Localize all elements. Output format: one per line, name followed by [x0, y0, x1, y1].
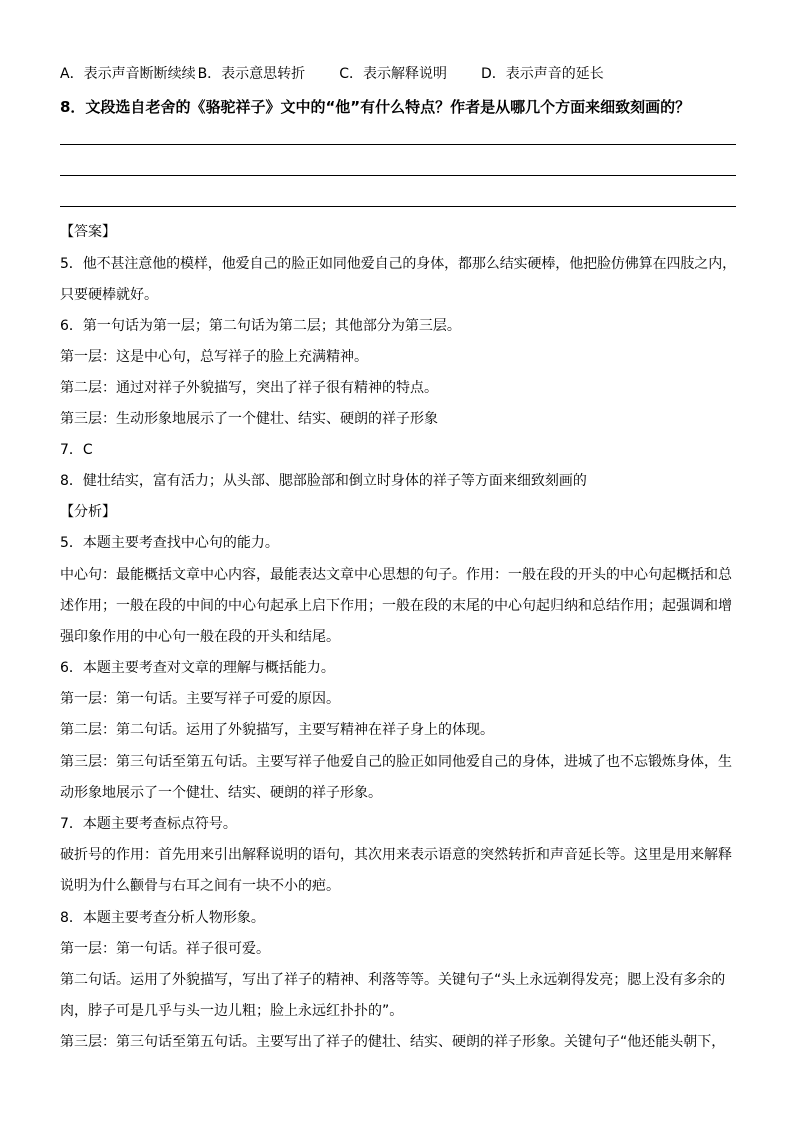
question-8: 8．文段选自老舍的《骆驼祥子》文中的“他”有什么特点？作者是从哪几个方面来细致刻画的？ [60, 98, 691, 116]
answer-line: 第二层：通过对祥子外貌描写，突出了祥子很有精神的特点。 [60, 380, 438, 396]
answer-line: 只要硬棒就好。 [60, 287, 158, 303]
analysis-line: 第二层：第二句话。运用了外貌描写，主要写精神在祥子身上的体现。 [60, 722, 494, 738]
analysis-line: 7．本题主要考查标点符号。 [60, 816, 237, 832]
analysis-line: 第二句话。运用了外貌描写，写出了祥子的精神、利落等等。关键句子“头上永远剃得发亮；腮上没有多余的 [60, 972, 726, 988]
analysis-line: 破折号的作用：首先用来引出解释说明的语句，其次用来表示语意的突然转折和声音延长等。这里是用来解释 [60, 847, 732, 863]
analysis-line: 8．本题主要考查分析人物形象。 [60, 910, 265, 926]
answer-line: 8．健壮结实，富有活力；从头部、腮部脸部和倒立时身体的祥子等方面来细致刻画的 [60, 473, 587, 489]
answer-line: 6．第一句话为第一层；第二句话为第二层；其他部分为第三层。 [60, 318, 461, 334]
answer-line: 7．C [60, 442, 93, 458]
analysis-line: 动形象地展示了一个健壮、结实、硬朗的祥子形象。 [60, 785, 382, 801]
answer-line: 5．他不甚注意他的模样，他爱自己的脸正如同他爱自己的身体，都那么结实硬棒，他把脸仿佛算在四肢之内， [60, 256, 737, 272]
analysis-line: 述作用；一般在段的中间的中心句起承上启下作用；一般在段的末尾的中心句起归纳和总结作用；起强调和增 [60, 598, 732, 614]
analysis-line: 说明为什么颧骨与右耳之间有一块不小的疤。 [60, 878, 340, 894]
analysis-line: 5．本题主要考查找中心句的能力。 [60, 535, 279, 551]
analysis-line: 6．本题主要考查对文章的理解与概括能力。 [60, 660, 335, 676]
option-b: B．表示意思转折 [197, 66, 306, 82]
analysis-header: 【分析】 [60, 504, 116, 520]
answer-header: 【答案】 [60, 224, 116, 240]
answer-line: 第一层：这是中心句，总写祥子的脸上充满精神。 [60, 349, 368, 365]
analysis-line: 肉，脖子可是几乎与头一边儿粗；脸上永远红扑扑的”。 [60, 1003, 404, 1019]
analysis-line: 第三层：第三句话至第五句话。主要写出了祥子的健壮、结实、硬朗的祥子形象。关键句子“他还能头朝下， [60, 1034, 726, 1050]
options-row [60, 64, 604, 84]
analysis-line: 中心句：最能概括文章中心内容，最能表达文章中心思想的句子。作用：一般在段的开头的中心句起概括和总 [60, 567, 732, 583]
analysis-line: 强印象作用的中心句一般在段的开头和结尾。 [60, 629, 340, 645]
analysis-line: 第一层：第一句话。主要写祥子可爱的原因。 [60, 691, 340, 707]
answer-blank-line-2 [60, 175, 736, 176]
analysis-line: 第三层：第三句话至第五句话。主要写祥子他爱自己的脸正如同他爱自己的身体，进城了也不忘锻炼身体，生 [60, 754, 732, 770]
option-c: C．表示解释说明 [339, 66, 447, 82]
answer-blank-line-1 [60, 144, 736, 145]
answer-blank-line-3 [60, 206, 736, 207]
option-d: D．表示声音的延长 [480, 66, 604, 82]
option-a: A．表示声音断断续续 [60, 66, 196, 82]
analysis-line: 第一层：第一句话。祥子很可爱。 [60, 941, 270, 957]
answer-line: 第三层：生动形象地展示了一个健壮、结实、硬朗的祥子形象 [60, 411, 438, 427]
